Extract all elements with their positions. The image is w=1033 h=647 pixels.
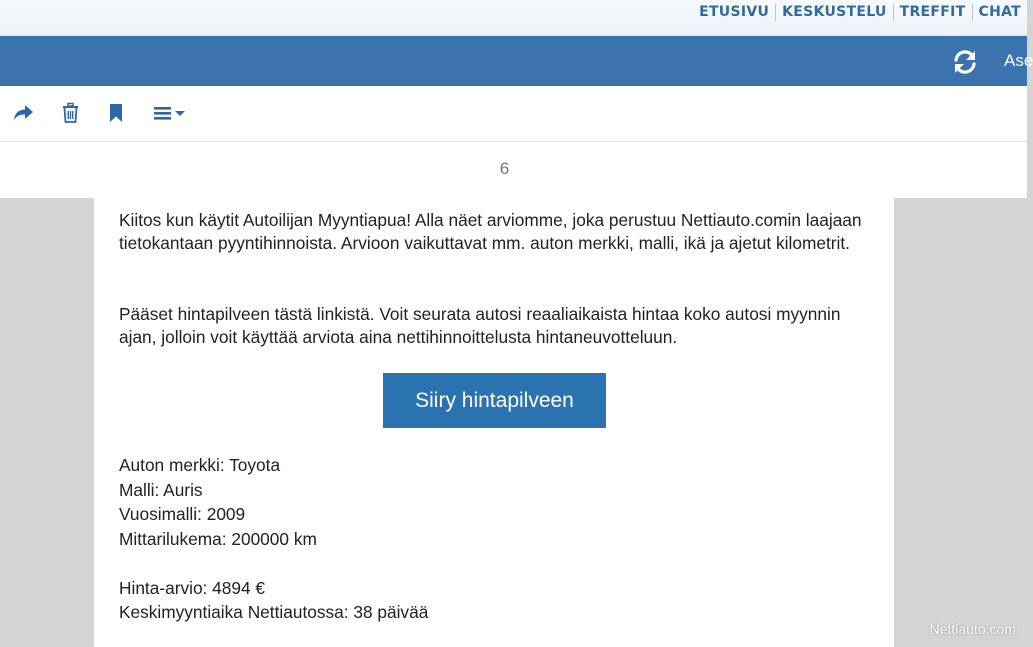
- intro-paragraph: Kiitos kun käytit Autoilijan Myyntiapua! Alla näet arviomme, joka perustuu Nettiauto.comin laajaan tietokantaan pyyntihinnoista. Arvioon vaikuttavat mm. auton merkki, malli, ikä ja ajetut kilometrit.: [119, 210, 862, 253]
- detail-mileage: Mittarilukema: 200000 km: [119, 529, 317, 549]
- bookmark-icon[interactable]: [109, 102, 123, 124]
- nav-link-etusivu[interactable]: ETUSIVU: [699, 4, 770, 20]
- detail-year: Vuosimalli: 2009: [119, 504, 246, 524]
- page-number: 6: [499, 159, 510, 178]
- menu-dropdown-icon[interactable]: [153, 102, 187, 124]
- header-text[interactable]: Ase: [1004, 51, 1033, 70]
- detail-model: Malli: Auris: [119, 480, 203, 500]
- nav-link-keskustelu[interactable]: KESKUSTELU: [782, 4, 887, 20]
- watermark: Nettiauto.com: [929, 621, 1016, 637]
- mail-header-bar: [0, 36, 1033, 86]
- price-estimate: Hinta-arvio: 4894 €: [119, 578, 266, 598]
- mail-toolbar: [0, 86, 1027, 142]
- price-cloud-button[interactable]: Siiry hintapilveen: [383, 373, 606, 428]
- top-nav-links: [693, 3, 1027, 21]
- refresh-icon[interactable]: [952, 49, 978, 75]
- message-counter-row: [0, 142, 1027, 198]
- link-paragraph: Pääset hintapilveen tästä linkistä. Voit seurata autosi reaaliaikaista hintaa koko autosi myynnin ajan, jolloin voit käyttää arviota aina nettihinnoittelusta hintaneuvotteluun.: [119, 304, 841, 347]
- nav-link-chat[interactable]: CHAT: [978, 4, 1021, 20]
- forward-icon[interactable]: [12, 102, 34, 124]
- nav-link-treffit[interactable]: TREFFIT: [899, 4, 966, 20]
- trash-icon[interactable]: [62, 102, 79, 124]
- detail-make: Auton merkki: Toyota: [119, 455, 281, 475]
- top-navigation: [0, 0, 1027, 36]
- average-sale-time: Keskimyyntiaika Nettiautossa: 38 päivää: [119, 602, 429, 622]
- email-body: [94, 198, 894, 647]
